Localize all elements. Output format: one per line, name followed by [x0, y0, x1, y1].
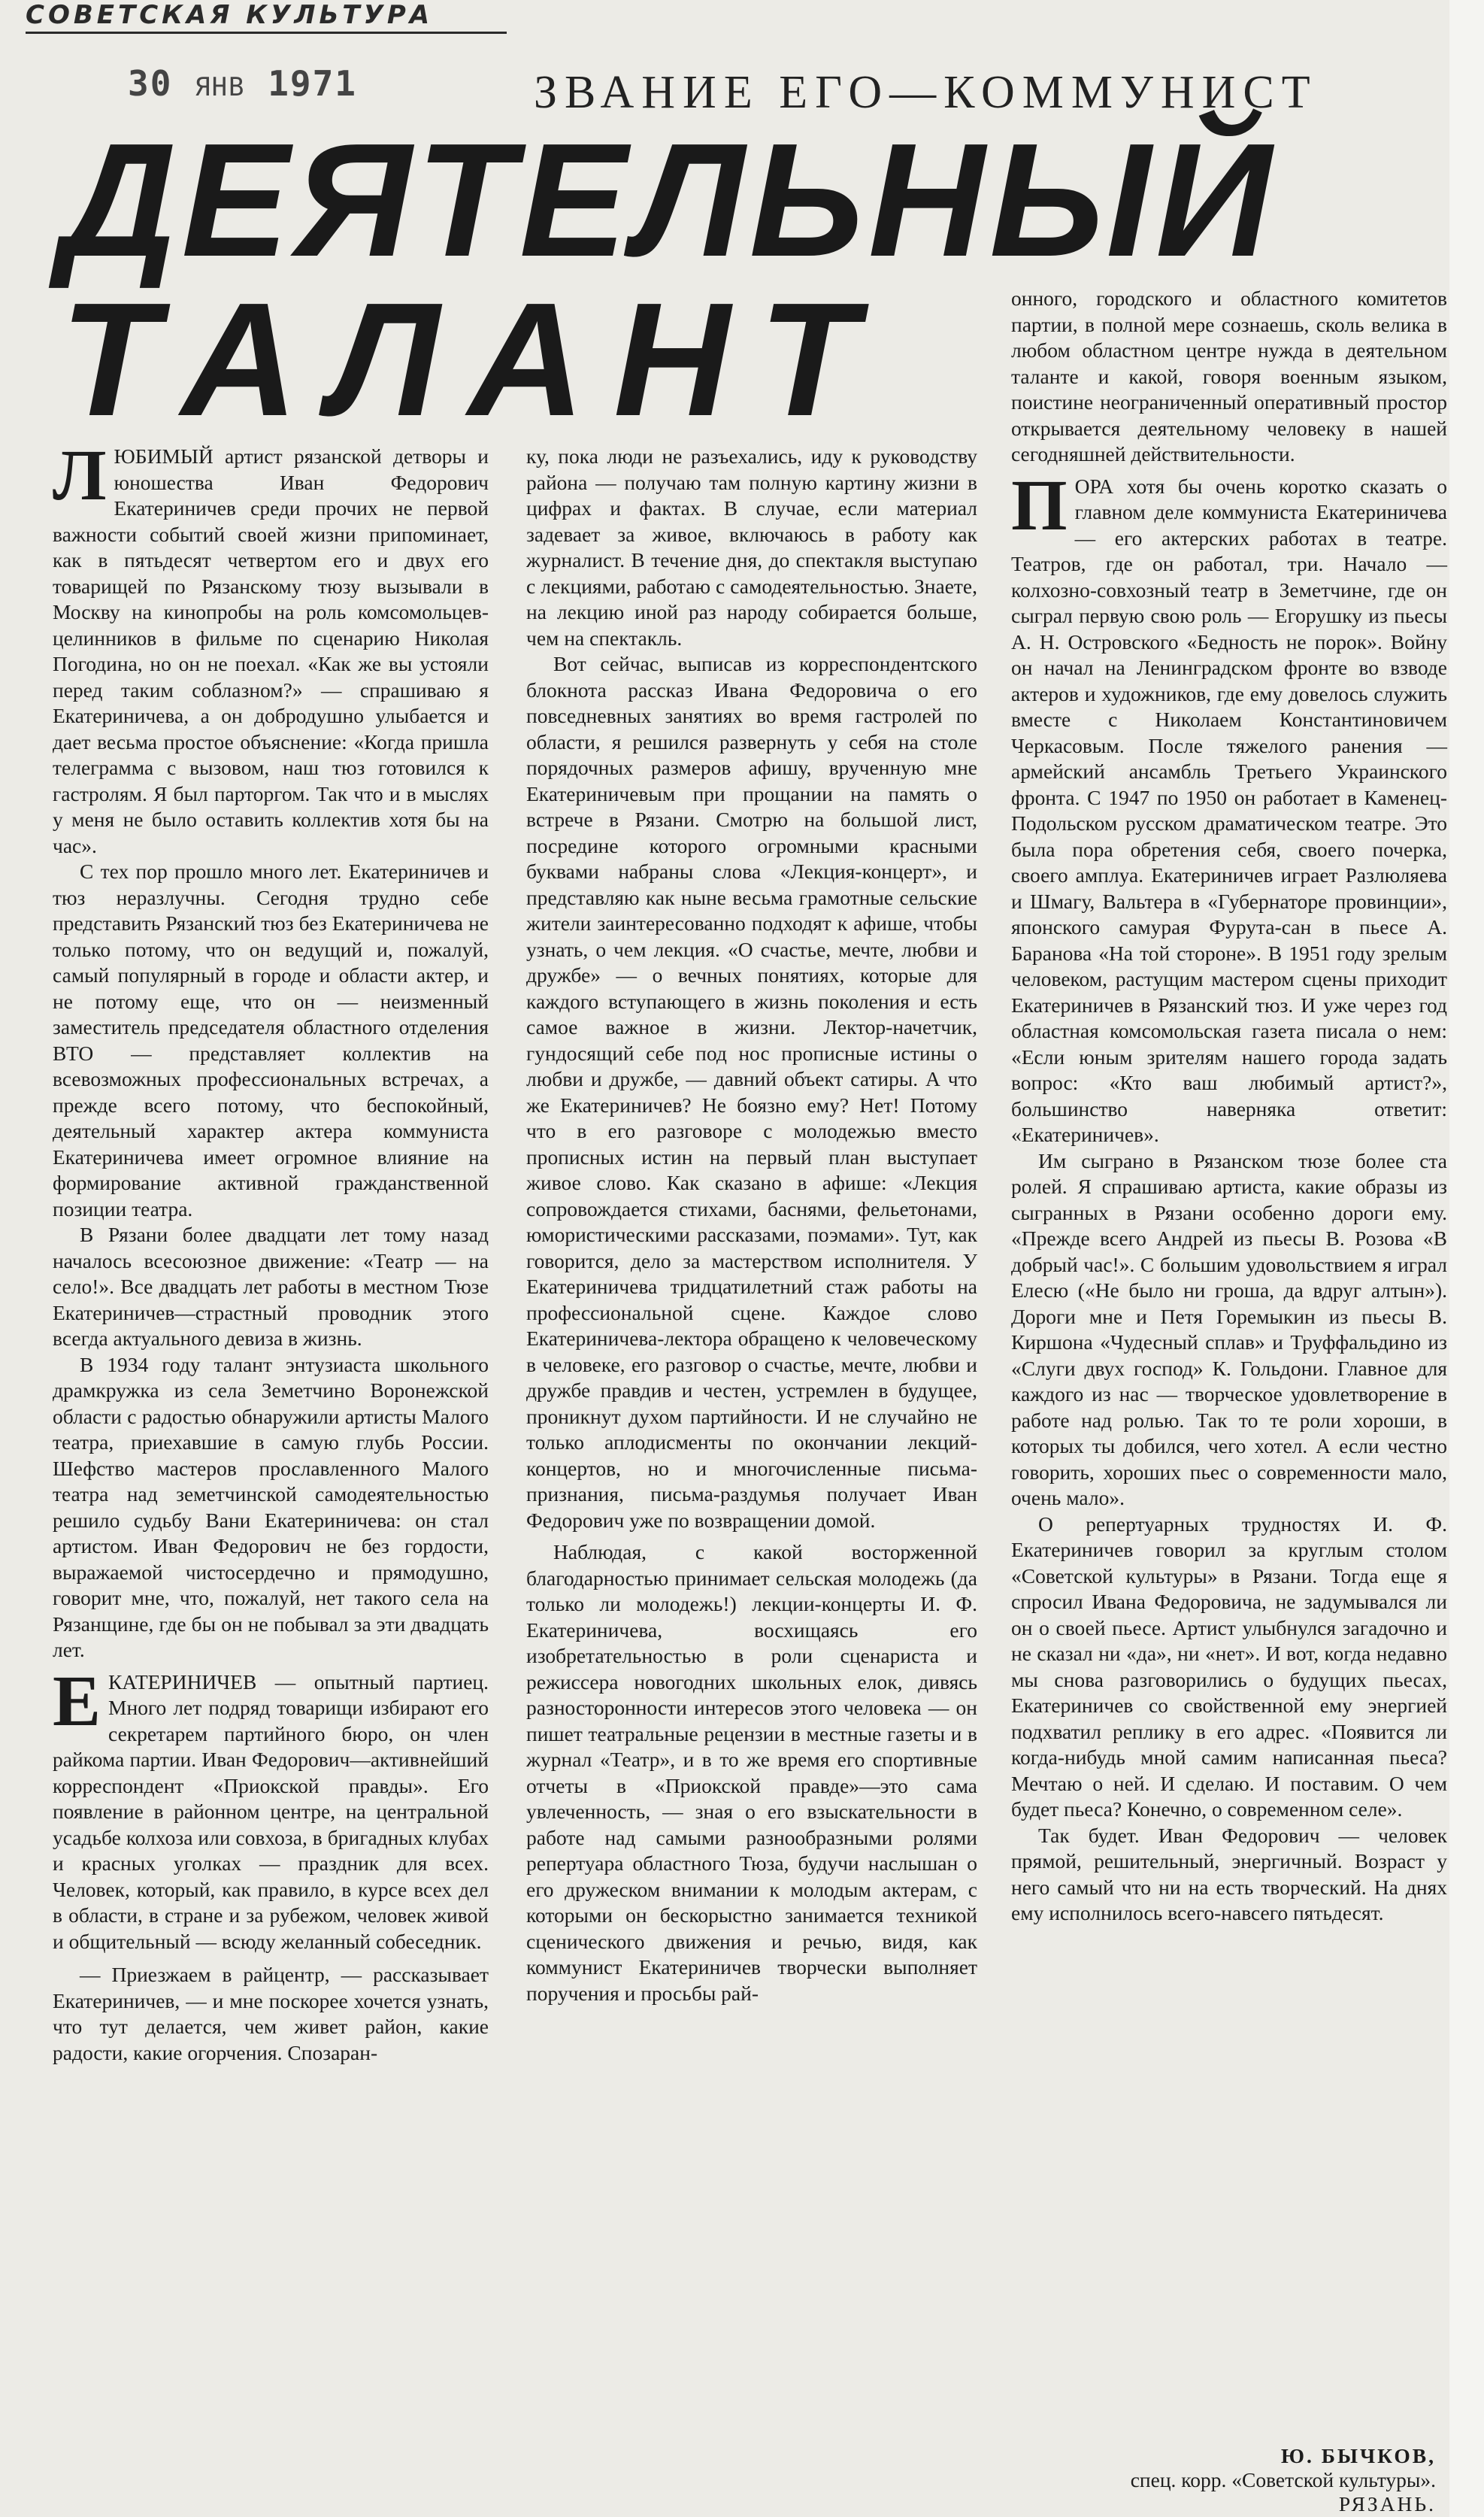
paragraph: С тех пор прошло много лет. Екатериничев и тюз неразлучны. Сегодня трудно себе представить Рязанский тюз без Екатериничева не только потому, что он ведущий и, пожалуй, самый популярный в городе и области актер, и не потому еще, что он — неизменный заместитель председателя областного отделения ВТО — представляет коллектив на всевозможных профессиональных встречах, а прежде всего потому, что беспокойный, деятельный характер актера коммуниста Екатериничева имеет огромное влияние на формирование активной гражданственной позиции театра.	[53, 860, 489, 1221]
paragraph: Им сыграно в Рязанском тюзе более ста ролей. Я спрашиваю артиста, какие образы из сыгранных в Рязани особенно дороги ему. «Прежде всего Андрей из пьесы В. Розова «В добрый час!». С большим удовольствием я играл Елесю («Не было ни гроша, да вдруг алтын»). Дороги мне и Петя Горемыкин из пьесы В. Киршона «Чудесный сплав» и Труффальдино из «Слуги двух господ» К. Гольдони. Главное для каждого из нас — творческое удовлетворение в работе над ролью. Так то те роли хороши, в которых ты добился, чего хотел. А если честно говорить, хороших пьес о современности мало, очень мало».	[1011, 1148, 1447, 1509]
paragraph: онного, городского и областного комитетов партии, в полной мере сознаешь, сколь велика в любом областном центре нужда в деятельном таланте и какой, говоря военным языком, поистине неограниченный оперативный простор открывается деятельному человеку в нашей сегодняшней действительности.	[1011, 287, 1447, 465]
paragraph	[53, 435, 489, 859]
paragraph: О репертуарных трудностях И. Ф. Екатериничев говорил за круглым столом «Советской культуры» в Рязани. Тогда еще я спросил Ивана Федоровича, не задумывался ли он о своей пьесе. Артист улыбнулся загадочно и не сказал ни «да», ни «нет». И вот, когда недавно мы снова разговорились о будущих пьесах, Екатериничев со свойственной ему энергией подхватил реплику в его адрес. «Появится ли когда-нибудь мной самим написанная пьеса? Мечтаю о ней. И сделаю. И поставим. О чем будет пьеса? Конечно, о современном селе».	[1011, 1512, 1447, 1821]
masthead: СОВЕТСКАЯ КУЛЬТУРА	[26, 0, 507, 34]
stamp-day: 30	[128, 63, 173, 104]
paragraph: Так будет. Иван Федорович — человек прямой, решительный, энергичный. Возраст у него самый что ни на есть творческий. На днях ему исполнилось всего-навсего пятьдесят.	[1011, 1823, 1447, 1924]
paragraph-text: ЮБИМЫЙ артист рязанской детворы и юношества Иван Федорович Екатериничев среди прочих не первой важности событий своей жизни припоминает, как в пятьдесят четвертом его и двух его товарищей по Рязанскому тюзу вызывали в Москву на кинопробы на роль комсомольцев-целинников в фильме по сценарию Николая Погодина, но он не поехал. «Как же вы устояли перед таким соблазном?» — спрашиваю я Екатериничева, а он добродушно улыбается и дает весьма простое объяснение: «Когда пришла телеграмма с вызовом, наш тюз готовился к гастролям. Я был парторгом. Так что и в мыслях у меня не было оставить коллектив хотя бы на час».	[53, 444, 489, 857]
paragraph-text: ОРА хотя бы очень коротко сказать о главном деле коммуниста Екатериничева — его актерских работах в театре. Театров, где он работал, три. Начало — колхозно-совхозный театр в Земетчине, где он сыграл первую свою роль — Егорушку из пьесы А. Н. Островского «Бедность не порок». Войну он начал на Ленинградском фронте во взводе актеров и художников, где ему довелось служить вместе с Николаем Константиновичем Черкасовым. После тяжелого ранения — армейский ансамбль Третьего Украинского фронта. С 1947 по 1950 он работает в Каменец-Подольском русском драматическом театре. Это была пора обретения себя, своего почерка, своего амплуа. Екатериничев играет Разлюляева и Шмагу, Вальтера в «Губернаторе провинции», японского самурая Фурута-сан в пьесе А. Баранова «На той стороне». В 1951 году зрелым человеком, растущим мастером сцены приходит Екатериничев в Рязанский тюз. И уже через год областная комсомольская газета писала о нем: «Если юным зрителям нашего города задать вопрос: «Кто ваш любимый артист?», большинство наверняка ответит: «Екатериничев».	[1011, 474, 1447, 1146]
stamp-month: ЯНВ	[195, 72, 246, 102]
author-title: спец. корр. «Советской культуры».	[1130, 2468, 1436, 2491]
paragraph	[1011, 464, 1447, 1148]
date-stamp	[128, 63, 357, 104]
drop-cap: П	[1011, 464, 1068, 545]
stamp-year: 1971	[268, 63, 357, 104]
column-3	[1011, 286, 1447, 1927]
signature	[1022, 2444, 1436, 2516]
paragraph: В Рязани более двадцати лет тому назад началось всесоюзное движение: «Театр — на село!». Все двадцать лет работы в местном Тюзе Екатериничев—страстный проводник этого всегда актуального девиза в жизнь.	[53, 1223, 489, 1350]
paragraph: Вот сейчас, выписав из корреспондентского блокнота рассказ Ивана Федоровича о его повседневных занятиях во время гастролей по области, я решился развернуть у себя на столе порядочных размеров афишу, врученную мне Екатериничевым при прощании на память о встрече в Рязани. Смотрю на большой лист, посредине которого огромными красными буквами набраны слова «Лекция-концерт», и представляю как ныне весьма грамотные сельские жители заинтересованно подходят к афише, чтобы узнать, о чем лекция. «О счастье, мечте, любви и дружбе» — о вечных понятиях, которые для каждого вступающего в жизнь поколения и есть самое важное в жизни. Лектор-начетчик, гундосящий себе под нос прописные истины о любви и дружбе, — давний объект сатиры. А что же Екатериничев? Не боязно ему? Нет! Потому что в его разговоре с молодежью вместо прописных истин на первый план выступает живое слово. Как сказано в афише: «Лекция сопровождается стихами, баснями, фельетонами, юмористическими рассказами, поэмами». Тут, как говорится, дело за мастерством исполнителя. У Екатериничева тридцатилетний стаж работы на профессиональной сцене. Каждое слово Екатериничева-лектора обращено к человеческому в человеке, его разговор о счастье, мечте, любви и дружбе правдив и честен, устремлен в будущее, проникнут духом партийности. И не случайно не только аплодисменты по окончании лекций-концертов, но и многочисленные письма-признания, письма-раздумья получает Иван Федорович уже по возвращении домой.	[526, 652, 977, 1532]
headline-line1: ДЕЯТЕЛЬНЫЙ	[60, 109, 1277, 290]
paragraph	[53, 1660, 489, 1955]
column-2	[526, 444, 977, 2006]
dateline-city: РЯЗАНЬ.	[1338, 2492, 1436, 2515]
drop-cap: Е	[53, 1660, 101, 1741]
drop-cap: Л	[53, 435, 107, 515]
paragraph: В 1934 году талант энтузиаста школьного драмкружка из села Земетчино Воронежской области с радостью обнаружили артисты Малого театра, приехавшие в самую глубь России. Шефство мастеров прославленного Малого театра над земетчинской самодеятельностью решило судьбу Вани Екатериничева: он стал артистом. Иван Федорович не без гордости, выражаемой чистосердечно и прямодушно, говорит мне, что, пожалуй, нет такого села на Рязанщине, где бы он не побывал за эти двадцать лет.	[53, 1352, 489, 1661]
rubric: ЗВАНИЕ ЕГО—КОММУНИСТ	[534, 67, 1318, 118]
paragraph: Наблюдая, с какой восторженной благодарностью принимает сельская молодежь (да только ли молодежь!) лекции-концерты И. Ф. Екатериничева, восхищаясь его изобретательностью в роли сценариста и режиссера новогодних школьных елок, дивясь разносторонности интересов этого человека — он пишет театральные рецензии в местные газеты и в журнал «Театр», и в то же время его спортивные отчеты в «Приокской правде»—это сама увлеченность, — зная о его взыскательности в работе над самыми разнообразными ролями репертуара областного Тюза, будучи наслышан о его дружеском внимании к молодым актерам, с которыми он бескорыстно занимается техникой сценического движения и речью, видя, как коммунист Екатериничев творчески выполняет поручения и просьбы рай-	[526, 1540, 977, 2005]
clipping-margin	[1449, 0, 1484, 2517]
author-name: Ю. БЫЧКОВ,	[1281, 2444, 1436, 2467]
paragraph-text: КАТЕРИНИЧЕВ — опытный партиец. Много лет подряд товарищи избирают его секретарем партийного бюро, он член райкома партии. Иван Федорович—активнейший корреспондент «Приокской правды». Его появление в районном центре, на центральной усадьбе колхоза или совхоза, в бригадных клубах и красных уголках — праздник для всех. Человек, который, как правило, в курсе всех дел в области, в стране и за рубежом, человек живой и общительный — всюду желанный собеседник.	[53, 1669, 489, 1953]
headline-line2: ТАЛАНТ	[60, 268, 886, 450]
paragraph: ку, пока люди не разъехались, иду к руководству района — получаю там полную картину жизни в цифрах и фактах. В случае, если материал задевает за живое, включаюсь в работу как журналист. В течение дня, до спектакля выступаю с лекциями, работаю с самодеятельностью. Знаете, на лекцию иной раз народу собирается больше, чем на спектакль.	[526, 444, 977, 650]
column-1	[53, 435, 489, 2066]
paragraph: — Приезжаем в райцентр, — рассказывает Екатериничев, — и мне поскорее хочется узнать, что тут делается, чем живет район, какие радости, какие огорчения. Спозаран-	[53, 1963, 489, 2064]
